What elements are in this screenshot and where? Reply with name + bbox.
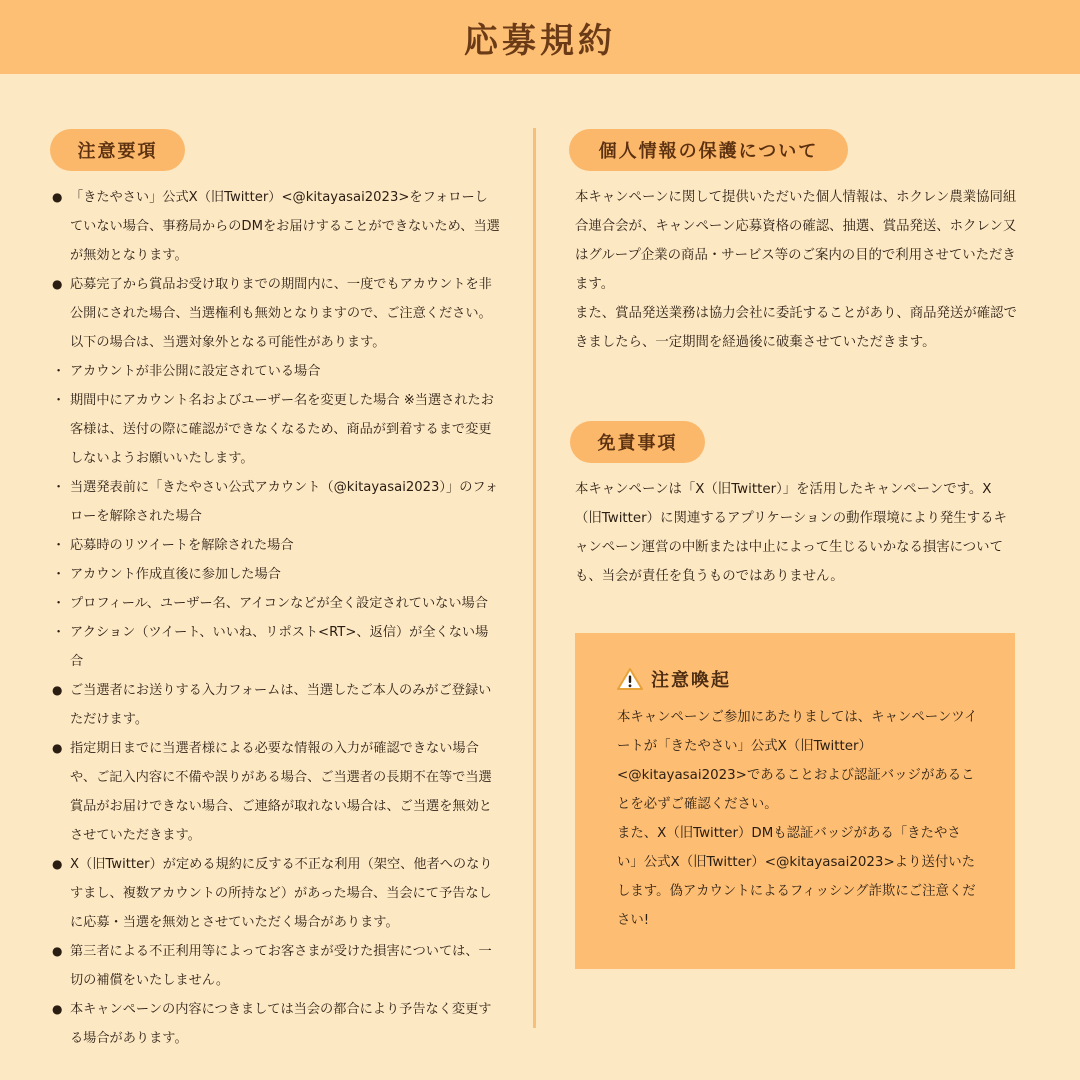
caution-body bbox=[617, 703, 979, 935]
item-text: アカウントが非公開に設定されている場合 bbox=[70, 364, 321, 379]
caution-heading-row bbox=[617, 666, 731, 692]
privacy-paragraph-1: 本キャンペーンに関して提供いただいた個人情報は、ホクレン農業協同組合連合会が、キャンペーン応募資格の確認、抽選、賞品発送、ホクレン又はグループ企業の商品・サービス等のご案内の目的で利用させていただきます。 bbox=[575, 190, 1017, 292]
bullet-item bbox=[52, 995, 500, 1053]
item-text: 応募完了から賞品お受け取りまでの期間内に、一度でもアカウントを非公開にされた場合、当選権利も無効となりますので、ご注意ください。以下の場合は、当選対象外となる可能性があります。 bbox=[70, 277, 492, 350]
section-heading-privacy: 個人情報の保護について bbox=[569, 129, 848, 171]
sub-item bbox=[52, 357, 500, 386]
item-text: ご当選者にお送りする入力フォームは、当選したご本人のみがご登録いただけます。 bbox=[70, 683, 492, 727]
caution-paragraph-2: また、X（旧Twitter）DMも認証バッジがある「きたやさい」公式X（旧Twitter）<@kitayasai2023>より送付いたします。偽アカウントによるフィッシング詐欺にご注意ください! bbox=[617, 826, 976, 928]
disclaimer-paragraph: 本キャンペーンは「X（旧Twitter）」を活用したキャンペーンです。X（旧Twitter）に関連するアプリケーションの動作環境により発生するキャンペーン運営の中断または中止によって生じるいかなる損害についても、当会が責任を負うものではありません。 bbox=[575, 482, 1007, 584]
item-text: 指定期日までに当選者様による必要な情報の入力が確認できない場合や、ご記入内容に不備や誤りがある場合、ご当選者の長期不在等で当選賞品がお届けできない場合、ご連絡が取れない場合は、ご当選を無効とさせていただきます。 bbox=[70, 741, 492, 843]
item-text: 「きたやさい」公式X（旧Twitter）<@kitayasai2023>をフォローしていない場合、事務局からのDMをお届けすることができないため、当選が無効となります。 bbox=[70, 190, 500, 263]
dot-marker bbox=[52, 386, 70, 473]
bullet-item bbox=[52, 183, 500, 270]
privacy-paragraph-2: また、賞品発送業務は協力会社に委託することがあり、商品発送が確認できましたら、一定期間を経過後に破棄させていただきます。 bbox=[575, 306, 1017, 350]
disclaimer-section bbox=[575, 475, 1018, 591]
column-divider bbox=[533, 128, 536, 1028]
item-text: X（旧Twitter）が定める規約に反する不正な利用（架空、他者へのなりすまし、複数アカウントの所持など）があった場合、当会にて予告なしに応募・当選を無効とさせていただく場合があります。 bbox=[70, 857, 493, 930]
item-text: 当選発表前に「きたやさい公式アカウント（@kitayasai2023）」のフォローを解除された場合 bbox=[70, 480, 499, 524]
sub-item bbox=[52, 560, 500, 589]
bullet-item bbox=[52, 937, 500, 995]
dot-marker bbox=[52, 531, 70, 560]
header-bar bbox=[0, 0, 1080, 74]
sub-item bbox=[52, 589, 500, 618]
sub-item bbox=[52, 531, 500, 560]
page-title: 応募規約 bbox=[464, 20, 616, 61]
bullet-marker bbox=[52, 734, 70, 850]
item-text: 第三者による不正利用等によってお客さまが受けた損害については、一切の補償をいたしません。 bbox=[70, 944, 492, 988]
bullet-item bbox=[52, 270, 500, 357]
caution-box bbox=[575, 633, 1015, 969]
item-text: アクション（ツイート、いいね、リポスト<RT>、返信）が全くない場合 bbox=[70, 625, 489, 669]
warning-icon bbox=[617, 667, 643, 691]
item-text: 本キャンペーンの内容につきましては当会の都合により予告なく変更する場合があります。 bbox=[70, 1002, 492, 1046]
notes-list bbox=[52, 183, 500, 1053]
item-text: アカウント作成直後に参加した場合 bbox=[70, 567, 281, 582]
sub-item bbox=[52, 386, 500, 473]
bullet-marker bbox=[52, 676, 70, 734]
bullet-marker bbox=[52, 270, 70, 357]
bullet-item bbox=[52, 734, 500, 850]
section-heading-notes: 注意要項 bbox=[50, 129, 185, 171]
item-text: 応募時のリツイートを解除された場合 bbox=[70, 538, 294, 553]
dot-marker bbox=[52, 618, 70, 676]
dot-marker bbox=[52, 473, 70, 531]
bullet-marker bbox=[52, 995, 70, 1053]
bullet-item bbox=[52, 850, 500, 937]
sub-item bbox=[52, 473, 500, 531]
dot-marker bbox=[52, 357, 70, 386]
section-heading-disclaimer: 免責事項 bbox=[570, 421, 705, 463]
privacy-section bbox=[575, 183, 1018, 357]
dot-marker bbox=[52, 589, 70, 618]
bullet-item bbox=[52, 676, 500, 734]
bullet-marker bbox=[52, 850, 70, 937]
dot-marker bbox=[52, 560, 70, 589]
bullet-marker bbox=[52, 937, 70, 995]
caution-heading: 注意喚起 bbox=[651, 670, 731, 691]
bullet-marker bbox=[52, 183, 70, 270]
item-text: 期間中にアカウント名およびユーザー名を変更した場合 ※当選されたお客様は、送付の際に確認ができなくなるため、商品が到着するまで変更しないようお願いいたします。 bbox=[70, 393, 494, 466]
item-text: プロフィール、ユーザー名、アイコンなどが全く設定されていない場合 bbox=[70, 596, 488, 611]
sub-item bbox=[52, 618, 500, 676]
caution-paragraph-1: 本キャンペーンご参加にあたりましては、キャンペーンツイートが「きたやさい」公式X（旧Twitter）<@kitayasai2023>であることおよび認証バッジがあることを必ずご確認ください。 bbox=[617, 710, 978, 812]
